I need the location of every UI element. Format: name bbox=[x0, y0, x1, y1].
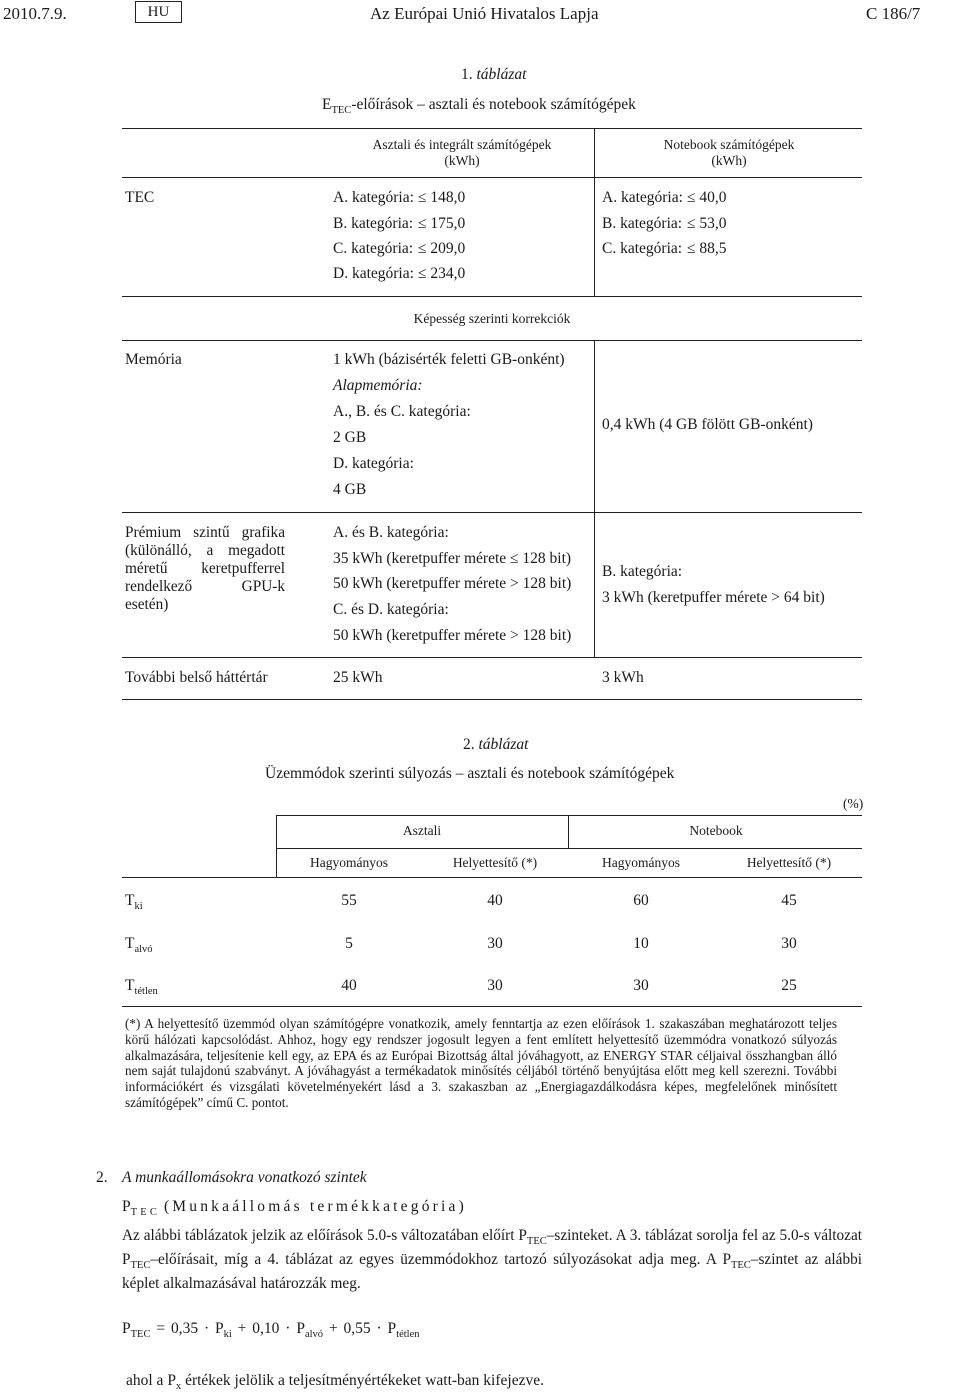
t-tetlen-notebook-proxy: 25 bbox=[781, 977, 797, 994]
table1-top-rule bbox=[122, 128, 862, 129]
row-t-ki-sub: ki bbox=[134, 901, 143, 912]
notebook-val-c: ≤ 88,5 bbox=[687, 240, 727, 257]
t-tetlen-notebook-traditional: 30 bbox=[633, 977, 649, 994]
memory-desktop-line-5: D. kategória: bbox=[333, 455, 414, 472]
memory-desktop-line-1: 1 kWh (bázisérték feletti GB-onként) bbox=[333, 351, 565, 368]
memory-notebook: 0,4 kWh (4 GB fölött GB-onként) bbox=[602, 416, 813, 433]
desktop-cat-d: D. kategória: bbox=[333, 265, 414, 282]
page-reference: C 186/7 bbox=[866, 4, 921, 23]
subheading-sub: TEC bbox=[130, 1207, 161, 1218]
table1-title-sub: TEC bbox=[331, 105, 352, 116]
journal-title: Az Európai Unió Hivatalos Lapja bbox=[370, 4, 599, 23]
gpu-notebook-line-2: 3 kWh (keretpuffer mérete > 64 bit) bbox=[602, 589, 825, 606]
desktop-val-a: ≤ 148,0 bbox=[418, 189, 466, 206]
table1-vrule-2 bbox=[594, 340, 595, 658]
table1-vrule-1 bbox=[594, 128, 595, 296]
formula-term-1: = 0,35 · P bbox=[156, 1320, 224, 1337]
para-sub-2: TEC bbox=[130, 1260, 151, 1271]
note-pre: ahol a P bbox=[126, 1372, 176, 1389]
table1-bottom-rule bbox=[122, 699, 862, 700]
table1-number: 1. bbox=[461, 66, 473, 83]
col-desktop-unit: (kWh) bbox=[444, 153, 480, 168]
t-alvo-desktop-proxy: 30 bbox=[487, 935, 503, 952]
language-badge: HU bbox=[135, 1, 182, 23]
table2-mid-rule bbox=[568, 815, 569, 848]
row-t-tetlen-label bbox=[125, 977, 158, 997]
table1-rule-memory bbox=[122, 512, 862, 513]
table1-caption bbox=[461, 66, 526, 84]
px-note bbox=[126, 1372, 544, 1392]
gpu-desktop-line-3: 50 kWh (keretpuffer mérete > 128 bit) bbox=[333, 575, 572, 592]
table2-caption-word: táblázat bbox=[478, 736, 529, 753]
memory-desktop-line-4: 2 GB bbox=[333, 429, 367, 446]
para-part-1: Az alábbi táblázatok jelzik az előírások 5.0-s változatában előírt P bbox=[122, 1227, 527, 1244]
table1-caption-word: táblázat bbox=[476, 66, 527, 83]
col-desktop-header: Asztali és integrált számítógépek bbox=[372, 137, 552, 152]
t-alvo-notebook-proxy: 30 bbox=[781, 935, 797, 952]
storage-desktop: 25 kWh bbox=[333, 669, 383, 686]
gpu-desktop-line-1: A. és B. kategória: bbox=[333, 524, 449, 541]
formula-term-3-sub: tétlen bbox=[396, 1329, 420, 1340]
section-subheading bbox=[122, 1198, 467, 1218]
row-t-ki-label bbox=[125, 892, 143, 912]
table2-header-rule bbox=[122, 877, 862, 878]
gpu-notebook-line-1: B. kategória: bbox=[602, 563, 683, 580]
table1-title-e: E bbox=[322, 96, 332, 113]
table2-footnote: (*) A helyettesítő üzemmód olyan számítógépre vonatkozik, amely fenntartja az ezen előírások 1. szakaszában meghatározott teljes körű hálózati kapcsolódást. Ahhoz, hogy egy rendszer jogosult legyen a fent említett helyettesítő üzemmódra vonatkozó súlyozás alkalmazására, teljesítenie kell egy, az EPA és az Európai Bizottság által jóváhagyott, az ENERGY STAR céljaival összhangban álló nem saját tulajdonú szabványt. A jóváhagyást a termékadatok minősítés céljából történő benyújtása előtt meg kell szerezni. További információkért és vizsgálati követelményekért lásd a 3. szakaszban az „Energiagazdálkodásra képes, megfelelőnek minősített számítógépek” című C. pontot. bbox=[125, 1016, 837, 1110]
para-part-4: –szintet az alábbi képlet alkalmazásával határozzák meg. bbox=[122, 1251, 862, 1292]
ptec-formula bbox=[122, 1320, 420, 1340]
formula-lhs: P bbox=[122, 1320, 131, 1337]
row-t-alvo-t: T bbox=[125, 935, 135, 952]
row-t-ki-t: T bbox=[125, 892, 135, 909]
subcol-notebook-proxy: Helyettesítő (*) bbox=[746, 855, 832, 870]
para-sub-1: TEC bbox=[526, 1236, 547, 1247]
t-ki-desktop-proxy: 40 bbox=[487, 892, 503, 909]
desktop-val-b: ≤ 175,0 bbox=[418, 215, 466, 232]
row-tec-label: TEC bbox=[125, 189, 155, 206]
t-alvo-notebook-traditional: 10 bbox=[633, 935, 649, 952]
gpu-desktop-line-5: 50 kWh (keretpuffer mérete > 128 bit) bbox=[333, 627, 572, 644]
desktop-cat-c: C. kategória: bbox=[333, 240, 414, 257]
desktop-val-c: ≤ 209,0 bbox=[418, 240, 466, 257]
table2-caption bbox=[463, 736, 528, 754]
group-desktop: Asztali bbox=[402, 823, 442, 838]
desktop-val-d: ≤ 234,0 bbox=[418, 265, 466, 282]
table1-title bbox=[322, 96, 636, 116]
row-memory-label: Memória bbox=[125, 351, 182, 368]
section-paragraph bbox=[122, 1227, 862, 1293]
memory-desktop-line-2: Alapmemória: bbox=[333, 377, 423, 394]
row-t-alvo-label bbox=[125, 935, 153, 955]
para-part-2: –szinteket. A 3. táblázat sorolja fel az 5.0-s változat P bbox=[122, 1227, 862, 1268]
notebook-cat-c: C. kategória: bbox=[602, 240, 683, 257]
t-tetlen-desktop-proxy: 30 bbox=[487, 977, 503, 994]
storage-notebook: 3 kWh bbox=[602, 669, 644, 686]
formula-term-2: + 0,10 · P bbox=[237, 1320, 305, 1337]
table1-rule-gpu bbox=[122, 657, 862, 658]
table1-header-rule bbox=[122, 177, 862, 178]
t-tetlen-desktop-traditional: 40 bbox=[341, 977, 357, 994]
subcol-desktop-traditional: Hagyományos bbox=[310, 855, 388, 870]
notebook-val-a: ≤ 40,0 bbox=[687, 189, 727, 206]
note-post: értékek jelölik a teljesítményértékeket watt-ban kifejezve. bbox=[185, 1372, 544, 1389]
gpu-desktop-line-2: 35 kWh (keretpuffer mérete ≤ 128 bit) bbox=[333, 550, 572, 567]
table2-top-rule bbox=[276, 815, 862, 816]
desktop-cat-a: A. kategória: bbox=[333, 189, 414, 206]
t-ki-desktop-traditional: 55 bbox=[341, 892, 357, 909]
table2-unit: (%) bbox=[843, 796, 864, 811]
notebook-cat-a: A. kategória: bbox=[602, 189, 683, 206]
t-ki-notebook-proxy: 45 bbox=[781, 892, 797, 909]
gpu-desktop-line-4: C. és D. kategória: bbox=[333, 601, 449, 618]
row-gpu-label: Prémium szintű grafika (különálló, a megadott méretű keretpufferrel rendelkező GPU-k esetén) bbox=[125, 524, 285, 613]
t-ki-notebook-traditional: 60 bbox=[633, 892, 649, 909]
desktop-cat-b: B. kategória: bbox=[333, 215, 414, 232]
notebook-cat-b: B. kategória: bbox=[602, 215, 683, 232]
para-part-3: –előírásait, míg a 4. táblázat az egyes üzemmódokhoz tartozó súlyozásokat adja meg. A P bbox=[150, 1251, 731, 1268]
table1-rule-tec bbox=[122, 296, 862, 297]
notebook-val-b: ≤ 53,0 bbox=[687, 215, 727, 232]
col-notebook-header: Notebook számítógépek bbox=[663, 137, 795, 152]
section-number: 2. bbox=[96, 1169, 108, 1186]
para-sub-3: TEC bbox=[730, 1260, 751, 1271]
formula-term-1-sub: ki bbox=[223, 1329, 232, 1340]
row-t-alvo-sub: alvó bbox=[134, 944, 153, 955]
header-date: 2010.7.9. bbox=[3, 4, 67, 23]
row-t-tetlen-sub: tétlen bbox=[134, 986, 158, 997]
t-alvo-desktop-traditional: 5 bbox=[345, 935, 353, 952]
row-storage-label: További belső háttértár bbox=[125, 669, 268, 686]
memory-desktop-line-3: A., B. és C. kategória: bbox=[333, 403, 471, 420]
section-heading: A munkaállomásokra vonatkozó szintek bbox=[122, 1169, 367, 1186]
subheading-p: P bbox=[122, 1198, 131, 1215]
group-notebook: Notebook bbox=[689, 823, 743, 838]
formula-term-3: + 0,55 · P bbox=[328, 1320, 397, 1337]
corrections-heading: Képesség szerinti korrekciók bbox=[413, 311, 571, 326]
table2-title: Üzemmódok szerinti súlyozás – asztali és notebook számítógépek bbox=[265, 765, 675, 782]
table2-bottom-rule bbox=[122, 1006, 862, 1007]
formula-lhs-sub: TEC bbox=[130, 1329, 151, 1340]
formula-term-2-sub: alvó bbox=[304, 1329, 324, 1340]
table2-group-rule bbox=[276, 848, 862, 849]
table1-title-text: -előírások – asztali és notebook számítógépek bbox=[351, 96, 636, 113]
col-notebook-unit: (kWh) bbox=[711, 153, 747, 168]
note-sub: x bbox=[175, 1381, 182, 1392]
memory-desktop-line-6: 4 GB bbox=[333, 481, 367, 498]
table2-number: 2. bbox=[463, 736, 475, 753]
subcol-desktop-proxy: Helyettesítő (*) bbox=[452, 855, 538, 870]
subcol-notebook-traditional: Hagyományos bbox=[602, 855, 680, 870]
subheading-text: (Munkaállomás termékkategória) bbox=[163, 1198, 467, 1215]
table1-rule-corrections bbox=[122, 340, 862, 341]
row-t-tetlen-t: T bbox=[125, 977, 135, 994]
